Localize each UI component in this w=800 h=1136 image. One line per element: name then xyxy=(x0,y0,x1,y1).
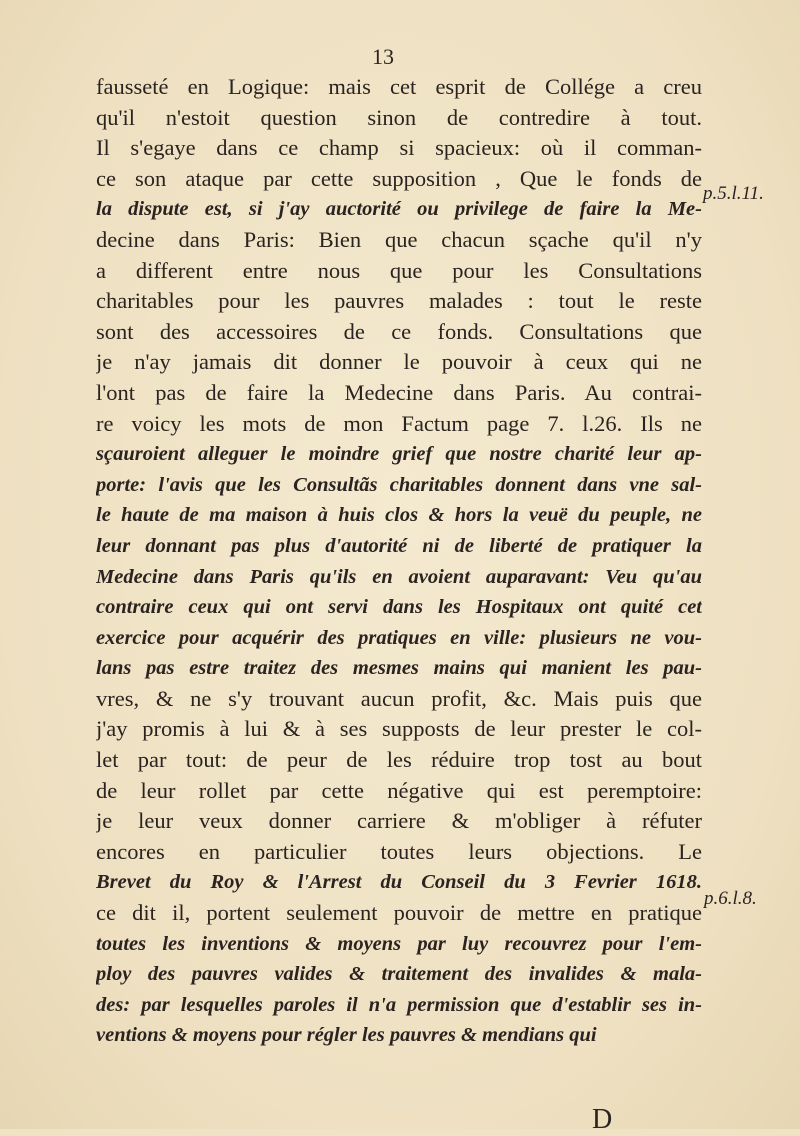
text-line: a different entre nous que pour les Consultations xyxy=(96,257,702,283)
text-line: encores en particulier toutes leurs objections. Le xyxy=(96,838,702,864)
text-line: Il s'egaye dans ce champ si spacieux: où il comman- xyxy=(96,135,702,161)
text-line: sont des accessoires de ce fonds. Consultations que xyxy=(96,318,702,344)
text-line: re voicy les mots de mon Factum page 7. l.26. Ils ne xyxy=(96,410,702,436)
signature-mark: D xyxy=(592,1104,613,1135)
text-line: des: par lesquelles paroles il n'a permission que d'establir ses in- xyxy=(96,993,702,1016)
text-line: toutes les inventions & moyens par luy recouvrez pour l'em- xyxy=(96,932,702,955)
text-line: let par tout: de peur de les réduire trop tost au bout xyxy=(96,747,702,773)
text-line: porte: l'avis que les Consultãs charitables donnent dans vne sal- xyxy=(96,473,702,496)
text-line: Brevet du Roy & l'Arrest du Conseil du 3 Fevrier 1618. xyxy=(96,871,702,894)
text-line: ploy des pauvres valides & traitement des invalides & mala- xyxy=(96,963,702,986)
margin-note-ref-2: p.6.l.8. xyxy=(704,888,757,909)
margin-note-ref-1: p.5.l.11. xyxy=(703,183,764,204)
page-number: 13 xyxy=(372,44,394,69)
text-line: decine dans Paris: Bien que chacun sçache qu'il n'y xyxy=(96,226,702,252)
text-line: exercice pour acquérir des pratiques en ville: plusieurs ne vou- xyxy=(96,626,702,649)
text-line: lans pas estre traitez des mesmes mains qui manient les pau- xyxy=(96,657,702,680)
text-line: le haute de ma maison à huis clos & hors la veuë du peuple, ne xyxy=(96,504,702,527)
text-line: Medecine dans Paris qu'ils en avoient auparavant: Veu qu'au xyxy=(96,565,702,588)
text-line: la dispute est, si j'ay auctorité ou privilege de faire la Me- xyxy=(96,198,702,221)
text-line: ce son ataque par cette supposition , Que le fonds de xyxy=(96,165,702,191)
text-line: fausseté en Logique: mais cet esprit de Collége a creu xyxy=(96,74,702,99)
text-line: leur donnant pas plus d'autorité ni de liberté de pratiquer la xyxy=(96,534,702,557)
text-line: charitables pour les pauvres malades : tout le reste xyxy=(96,288,702,314)
text-line: qu'il n'estoit question sinon de contredire à tout. xyxy=(96,104,702,130)
text-line: de leur rollet par cette négative qui est peremptoire: xyxy=(96,777,702,803)
text-line: sçauroient alleguer le moindre grief que nostre charité leur ap- xyxy=(96,443,702,466)
text-line: contraire ceux qui ont servi dans les Hospitaux ont quité cet xyxy=(96,596,702,619)
body-text xyxy=(96,72,702,1051)
text-line: l'ont pas de faire la Medecine dans Paris. Au contrai- xyxy=(96,379,702,405)
text-line: vres, & ne s'y trouvant aucun profit, &c. Mais puis que xyxy=(96,685,702,711)
text-line: je leur veux donner carriere & m'obliger à réfuter xyxy=(96,808,702,834)
text-line: j'ay promis à lui & à ses supposts de leur prester le col- xyxy=(96,716,702,742)
text-line: ventions & moyens pour régler les pauvres & mendians qui xyxy=(96,1024,597,1047)
text-line: ce dit il, portent seulement pouvoir de mettre en pratique xyxy=(96,900,702,926)
text-line: je n'ay jamais dit donner le pouvoir à ceux qui ne xyxy=(96,349,702,375)
